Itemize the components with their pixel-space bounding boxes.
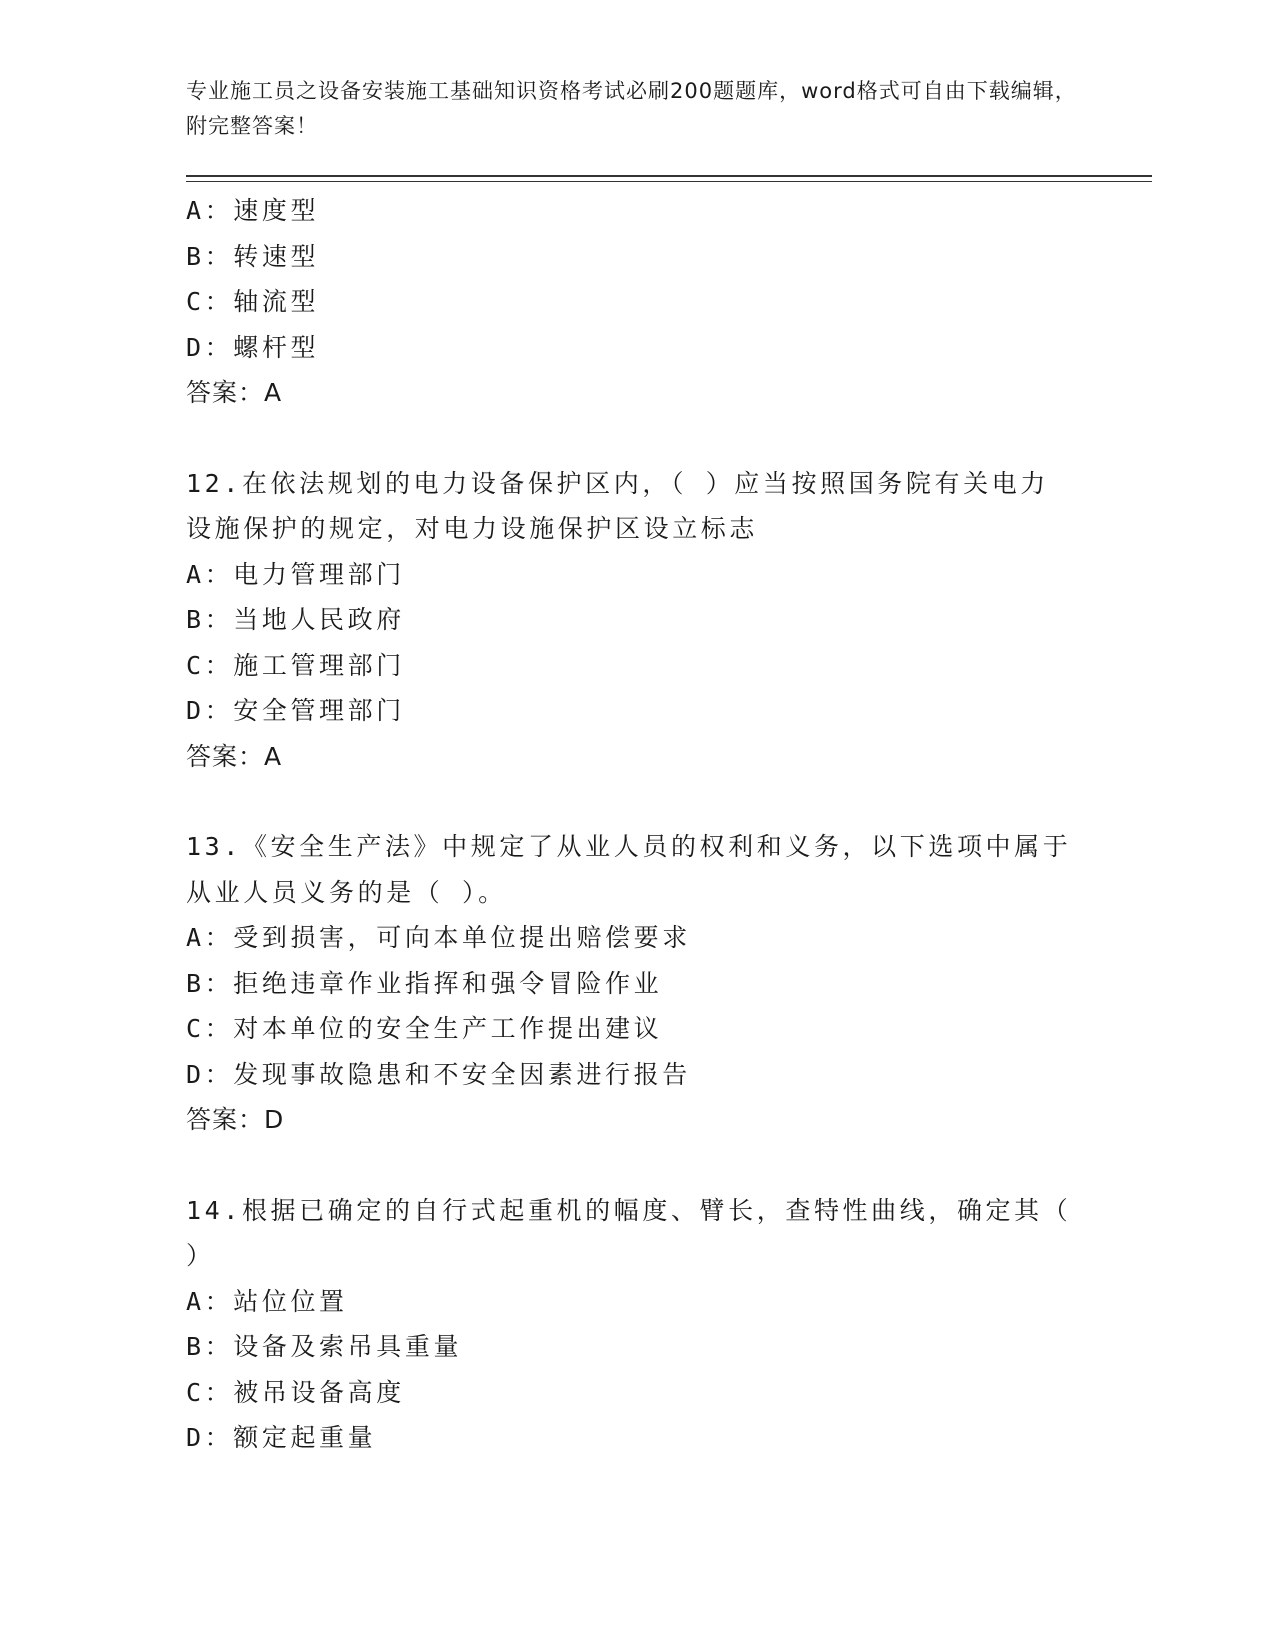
question-block-14 [186, 1188, 1086, 1461]
option-b: B：设备及索吊具重量 [186, 1332, 463, 1361]
option-d: D：螺杆型 [186, 332, 320, 362]
option-a: A：速度型 [186, 196, 320, 225]
question-text: 12.在依法规划的电力设备保护区内，（ ）应当按照国务院有关电力设施保护的规定，对电力设施保护区设立标志 [186, 468, 1049, 543]
question-block-12 [186, 461, 1086, 780]
header-rule-thin [186, 181, 1152, 182]
question-text: 13.《安全生产法》中规定了从业人员的权利和义务，以下选项中属于从业人员义务的是（ ）。 [186, 832, 1072, 907]
question-block-13 [186, 824, 1086, 1143]
option-c: C：轴流型 [186, 287, 320, 316]
option-d: D：额定起重量 [186, 1423, 377, 1452]
option-d: D：安全管理部门 [186, 696, 405, 725]
answer-line: 答案：A [186, 378, 283, 407]
question-text: 14.根据已确定的自行式起重机的幅度、臂长，查特性曲线，确定其（ ） [186, 1195, 1072, 1270]
option-a: A：受到损害，可向本单位提出赔偿要求 [186, 923, 691, 952]
option-b: B：拒绝违章作业指挥和强令冒险作业 [186, 968, 663, 998]
option-a: A：电力管理部门 [186, 559, 405, 589]
question-block-11 [186, 188, 1086, 416]
option-c: C：施工管理部门 [186, 650, 405, 680]
option-b: B：当地人民政府 [186, 605, 405, 634]
option-c: C：对本单位的安全生产工作提出建议 [186, 1014, 663, 1043]
option-c: C：被吊设备高度 [186, 1377, 405, 1407]
answer-line: 答案：A [186, 741, 283, 771]
option-d: D：发现事故隐患和不安全因素进行报告 [186, 1059, 691, 1089]
page-header: 专业施工员之设备安装施工基础知识资格考试必刷200题题库，word格式可自由下载编辑，附完整答案！ [186, 79, 1077, 138]
option-b: B：转速型 [186, 241, 320, 271]
answer-line: 答案：D [186, 1105, 285, 1134]
option-a: A：站位位置 [186, 1286, 348, 1316]
header-rule-thick [186, 175, 1152, 177]
question-list [186, 188, 1086, 1461]
